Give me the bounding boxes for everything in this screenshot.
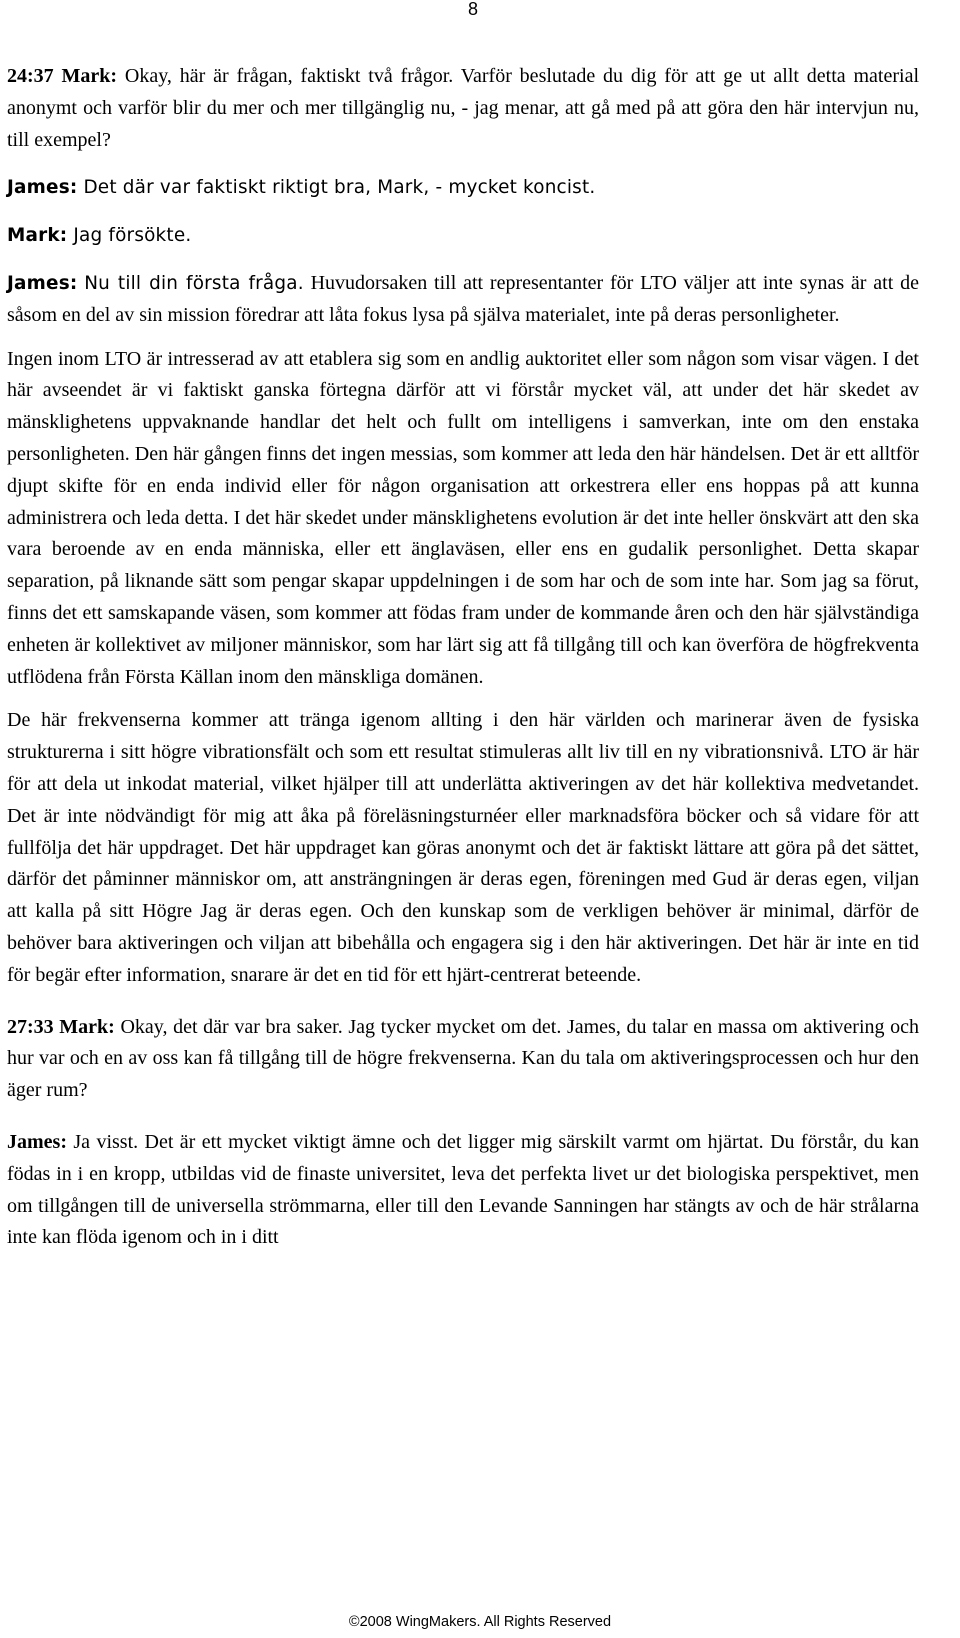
paragraph-text: Ja visst. Det är ett mycket viktigt ämne och det ligger mig särskilt varmt om hjärtat. Du förstår, du kan födas in i en kropp, utbildas vid de finaste universitet, leva det perfekta livet ur det biologiska perspektivet, men om tillgången till de universella strömmarna, eller till den Levande Sanningen har stängts av och de här strålarna inte kan flöda igenom och in i ditt bbox=[7, 1130, 919, 1249]
paragraph-text: Jag försökte. bbox=[73, 225, 192, 247]
speaker-label: James: bbox=[7, 1130, 67, 1153]
speaker-label: James: bbox=[7, 272, 78, 294]
speaker-label: Mark: bbox=[7, 225, 68, 247]
speaker-label: Mark: bbox=[59, 1015, 115, 1038]
paragraph-2 bbox=[7, 172, 919, 204]
paragraph-text: Okay, det där var bra saker. Jag tycker mycket om det. James, du talar en massa om aktivering och hur var och en av oss kan få tillgång till de högre frekvenserna. Kan du tala om aktiveringsprocessen och hur den äger rum? bbox=[7, 1015, 920, 1102]
speaker-label: James: bbox=[7, 177, 78, 199]
paragraph-text: Det där var faktiskt riktigt bra, Mark, - mycket koncist. bbox=[83, 177, 596, 199]
document-body bbox=[7, 61, 919, 1254]
paragraph-5 bbox=[7, 344, 919, 694]
paragraph-text: Okay, här är frågan, faktiskt två frågor. Varför beslutade du dig för att ge ut allt detta material anonymt och varför blir du mer och mer tillgänglig nu, - jag menar, att gå med på att göra den här intervjun nu, till exempel? bbox=[7, 65, 919, 151]
copyright-footer: ©2008 WingMakers. All Rights Reserved bbox=[348, 1614, 612, 1630]
page-number: 8 bbox=[468, 0, 479, 19]
timestamp: 24:37 bbox=[7, 65, 54, 87]
paragraph-1 bbox=[7, 61, 919, 156]
paragraph-text: Huvudorsaken till att representanter för LTO väljer att inte synas är att de såsom en del av sin mission föredrar att låta fokus lysa på själva materialet, inte på deras personligheter. bbox=[7, 271, 919, 326]
paragraph-lead: Nu till din första fråga. bbox=[84, 272, 304, 294]
paragraph-4 bbox=[7, 268, 919, 332]
paragraph-8 bbox=[7, 1127, 919, 1254]
speaker-label: Mark: bbox=[61, 65, 118, 87]
paragraph-text: De här frekvenserna kommer att tränga igenom allting i den här världen och marinerar även de fysiska strukturerna i sitt högre vibrationsfält och som ett resultat stimuleras allt liv till en ny vibrationsnivå. LTO är här för att dela ut inkodat material, vilket hjälper till att underlätta aktiveringen av det här kollektiva medvetandet. Det är inte nödvändigt för mig att åka på föreläsningsturnéer eller marknadsföra böcker och så vidare för att fullfölja det här uppdraget. Det här uppdraget kan göras anonymt och det är faktiskt lättare att göra på det sättet, därför det påminner människor om, att ansträngningen är deras egen, föreningen med Gud är deras egen, viljan att kalla på sitt Högre Jag är deras egen. Och den kunskap som de verkligen behöver är minimal, därför de behöver bara aktiveringen och viljan att bibehålla och engagera sig i den här aktiveringen. Det här är inte en tid för begär efter information, snarare är det en tid för ett hjärt-centrerat beteende. bbox=[7, 709, 919, 986]
paragraph-6 bbox=[7, 705, 919, 991]
paragraph-7 bbox=[7, 1012, 919, 1107]
paragraph-3 bbox=[7, 220, 919, 252]
paragraph-text: Ingen inom LTO är intresserad av att etablera sig som en andlig auktoritet eller som någon som visar vägen. I det här avseendet är vi faktiskt ganska förtegna därför att vi förstår mycket väl, att under det här skedet av mänsklighetens uppvaknande handlar det helt och fullt om intelligens i samverkan, inte om den enstaka personligheten. Den här gången finns det ingen messias, som kommer att leda den här händelsen. Det är ett alltför djupt skifte för en enda individ eller för någon organisation att orkestrera eller ens hoppas på att kunna administrera och leda detta. I det här skedet under mänsklighetens evolution är det inte heller önskvärt att den ska vara beroende av en enda människa, eller ett änglaväsen, eller ens en gudalik personlighet. Detta skapar separation, på liknande sätt som pengar skapar uppdelningen i de som har och de som inte har. Som jag sa förut, finns det ett samskapande väsen, som kommer att födas fram under de kommande åren och den här självständiga enheten är kollektivet av miljoner människor, som har lärt sig att få tillgång till och kan överföra de högfrekventa utflödena från Första Källan inom den mänskliga domänen. bbox=[7, 347, 919, 688]
timestamp: 27:33 bbox=[7, 1015, 54, 1038]
